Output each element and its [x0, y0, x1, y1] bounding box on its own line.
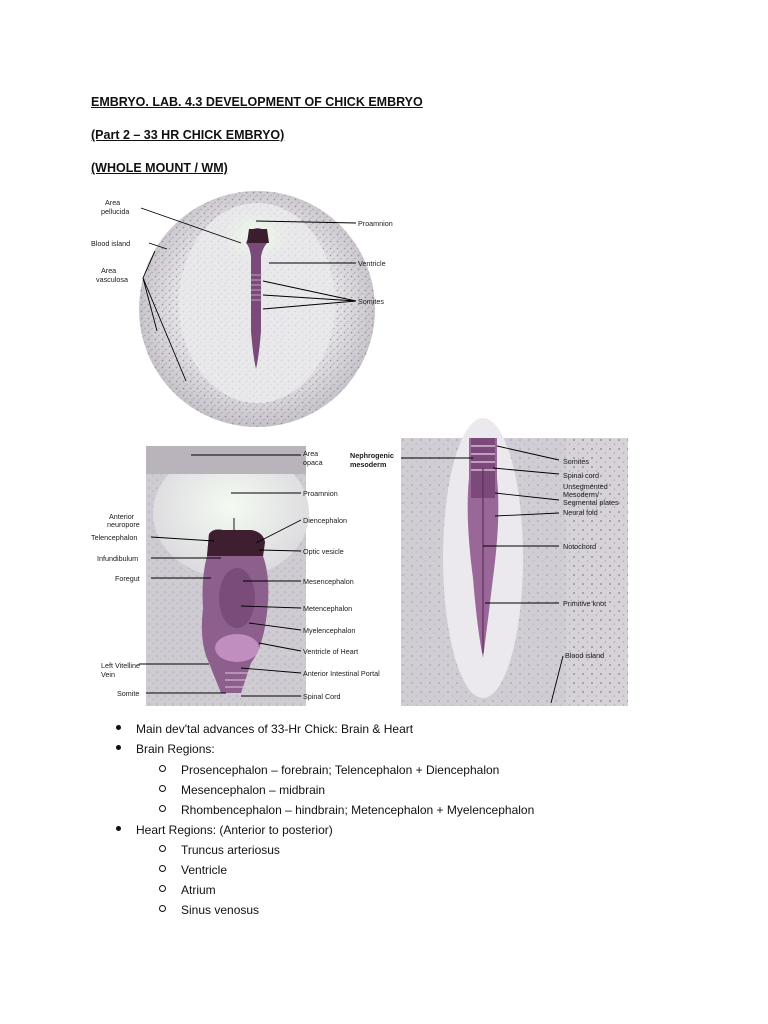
label-proamnion: Proamnion	[303, 489, 338, 498]
label-area-opaca-2: opaca	[303, 458, 323, 467]
label-blood-island: Blood island	[565, 651, 605, 660]
label-telencephalon: Telencephalon	[91, 533, 138, 542]
label-area-vasculosa-2: vasculosa	[96, 275, 128, 284]
sub-bullet-circle-icon	[159, 805, 166, 812]
sub-bullet-circle-icon	[159, 845, 166, 852]
label-anterior-intestinal-portal: Anterior Intestinal Portal	[303, 669, 380, 678]
mount-subtitle: (WHOLE MOUNT / WM)	[91, 161, 228, 175]
label-left-vitelline-vein-2: Vein	[101, 670, 115, 679]
label-area-pellucida: Area	[105, 198, 121, 207]
label-ventricle-of-heart: Ventricle of Heart	[303, 647, 359, 656]
document-title: EMBRYO. LAB. 4.3 DEVELOPMENT OF CHICK EMBRYO	[91, 95, 423, 109]
sub-bullet-text: Prosencephalon – forebrain; Telencephalon + Diencephalon	[181, 763, 500, 777]
figure-posterior-region	[350, 438, 628, 706]
sub-bullet-sinus-venosus	[159, 903, 260, 917]
sub-bullet-text: Rhombencephalon – hindbrain; Metencephalon + Myelencephalon	[181, 803, 535, 817]
label-anterior-neuropore-2: neuropore	[107, 520, 140, 529]
label-proamnion: Proamnion	[358, 219, 393, 228]
label-neural-fold: Neural fold	[563, 508, 598, 517]
sub-bullet-circle-icon	[159, 765, 166, 772]
label-diencephalon: Diencephalon	[303, 516, 347, 525]
sub-bullet-truncus-arteriosus	[159, 843, 280, 857]
label-optic-vesicle: Optic vesicle	[303, 547, 344, 556]
label-myelencephalon: Myelencephalon	[303, 626, 356, 635]
sub-bullet-text: Mesencephalon – midbrain	[181, 783, 326, 797]
sub-bullet-text: Atrium	[181, 883, 216, 897]
label-nephrogenic-mesoderm-2: mesoderm	[350, 460, 387, 469]
bullet-dot-icon	[116, 826, 121, 831]
label-metencephalon: Metencephalon	[303, 604, 353, 613]
label-unsegmented: Unsegmented	[563, 482, 608, 491]
figure-head-region	[91, 438, 396, 706]
bullet-text: Heart Regions: (Anterior to posterior)	[136, 823, 333, 837]
sub-bullet-rhombencephalon	[159, 803, 535, 817]
bullet-text: Main dev'tal advances of 33-Hr Chick: Brain & Heart	[136, 722, 414, 736]
label-notochord: Notochord	[563, 542, 597, 551]
bullet-text: Brain Regions:	[136, 742, 215, 756]
bullet-dot-icon	[116, 745, 121, 750]
label-blood-island: Blood island	[91, 239, 131, 248]
label-somites: Somites	[563, 457, 589, 466]
sub-bullet-ventricle	[159, 863, 228, 877]
label-nephrogenic-mesoderm: Nephrogenic	[350, 451, 394, 460]
bullet-heart-regions	[116, 823, 333, 837]
sub-bullet-atrium	[159, 883, 216, 897]
sub-bullet-text: Ventricle	[181, 863, 228, 877]
label-infundibulum: Infundibulum	[97, 554, 139, 563]
sub-bullet-circle-icon	[159, 905, 166, 912]
sub-bullet-mesencephalon	[159, 783, 326, 797]
label-spinal-cord: Spinal cord	[563, 471, 599, 480]
label-unsegmented-3: Segmental plates	[563, 498, 619, 507]
label-somites: Somites	[358, 297, 384, 306]
sub-bullet-prosencephalon	[159, 763, 500, 777]
sub-bullet-text: Sinus venosus	[181, 903, 260, 917]
label-anterior-neuropore: Anterior	[109, 512, 135, 521]
label-ventricle: Ventricle	[358, 259, 386, 268]
label-primitive-knot: Primitive knot	[563, 599, 607, 608]
figure-whole-mount-overview	[91, 191, 401, 420]
label-area-opaca: Area	[303, 449, 319, 458]
sub-bullet-circle-icon	[159, 785, 166, 792]
section-subtitle: (Part 2 – 33 HR CHICK EMBRYO)	[91, 128, 285, 142]
label-somite: Somite	[117, 689, 140, 698]
label-spinal-cord: Spinal Cord	[303, 692, 341, 701]
label-area-vasculosa: Area	[101, 266, 117, 275]
label-unsegmented-2: Mesoderm/	[563, 490, 599, 499]
label-foregut: Foregut	[115, 574, 140, 583]
sub-bullet-text: Truncus arteriosus	[181, 843, 280, 857]
label-mesencephalon: Mesencephalon	[303, 577, 354, 586]
bullet-main-advances	[116, 722, 414, 736]
bullet-dot-icon	[116, 725, 121, 730]
bullet-brain-regions	[116, 742, 215, 756]
sub-bullet-circle-icon	[159, 885, 166, 892]
label-area-pellucida-2: pellucida	[101, 207, 130, 216]
label-left-vitelline-vein: Left Vitelline	[101, 661, 141, 670]
sub-bullet-circle-icon	[159, 865, 166, 872]
